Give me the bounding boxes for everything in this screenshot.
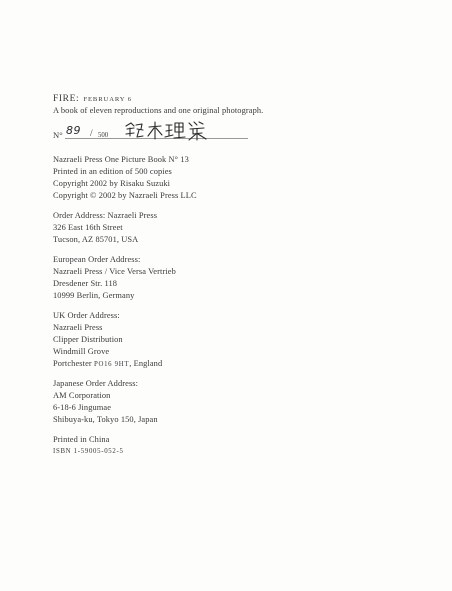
order-address-line: 326 East 16th Street	[53, 223, 123, 232]
uk-address-line	[53, 360, 162, 369]
uk-address-line: Nazraeli Press	[53, 323, 103, 332]
colophon-line: Nazraeli Press One Picture Book N° 13	[53, 155, 189, 164]
book-title: FIRE:	[53, 94, 80, 104]
colophon-line: Printed in an edition of 500 copies	[53, 167, 172, 176]
japanese-address-line: AM Corporation	[53, 391, 111, 400]
book-date: FEBRUARY 6	[83, 96, 132, 103]
number-separator: /	[90, 129, 93, 139]
european-address-line: 10999 Berlin, Germany	[53, 291, 135, 300]
european-address-line: Dresdener Str. 118	[53, 279, 118, 288]
title-line	[53, 95, 132, 105]
number-prefix: N°	[53, 130, 63, 140]
uk-address-line: Windmill Grove	[53, 347, 110, 356]
edition-total: 500	[98, 132, 109, 139]
printed-in-line: Printed in China	[53, 435, 110, 444]
order-address-line: Tucson, AZ 85701, USA	[53, 235, 139, 244]
colophon-line: Copyright © 2002 by Nazraeli Press LLC	[53, 191, 197, 200]
japanese-address-line: 6-18-6 Jingumae	[53, 403, 112, 412]
japanese-address-line: Shibuya-ku, Tokyo 150, Japan	[53, 415, 158, 424]
edition-number-line	[53, 121, 253, 143]
handwritten-signature	[123, 120, 213, 142]
japanese-address-line: Japanese Order Address:	[53, 379, 139, 388]
isbn-line: ISBN 1-59005-052-5	[53, 448, 124, 455]
uk-country: , England	[129, 359, 163, 368]
uk-address-line: UK Order Address:	[53, 311, 120, 320]
uk-town: Portchester	[53, 359, 92, 368]
uk-address-line: Clipper Distribution	[53, 335, 123, 344]
order-address-line: Order Address: Nazraeli Press	[53, 211, 158, 220]
european-address-line: European Order Address:	[53, 255, 141, 264]
colophon-line: Copyright 2002 by Risaku Suzuki	[53, 179, 171, 188]
uk-postcode: PO16 9HT	[93, 361, 130, 368]
book-description: A book of eleven reproductions and one original photograph.	[53, 106, 264, 115]
handwritten-copy-number: 89	[66, 124, 81, 137]
european-address-line: Nazraeli Press / Vice Versa Vertrieb	[53, 267, 176, 276]
